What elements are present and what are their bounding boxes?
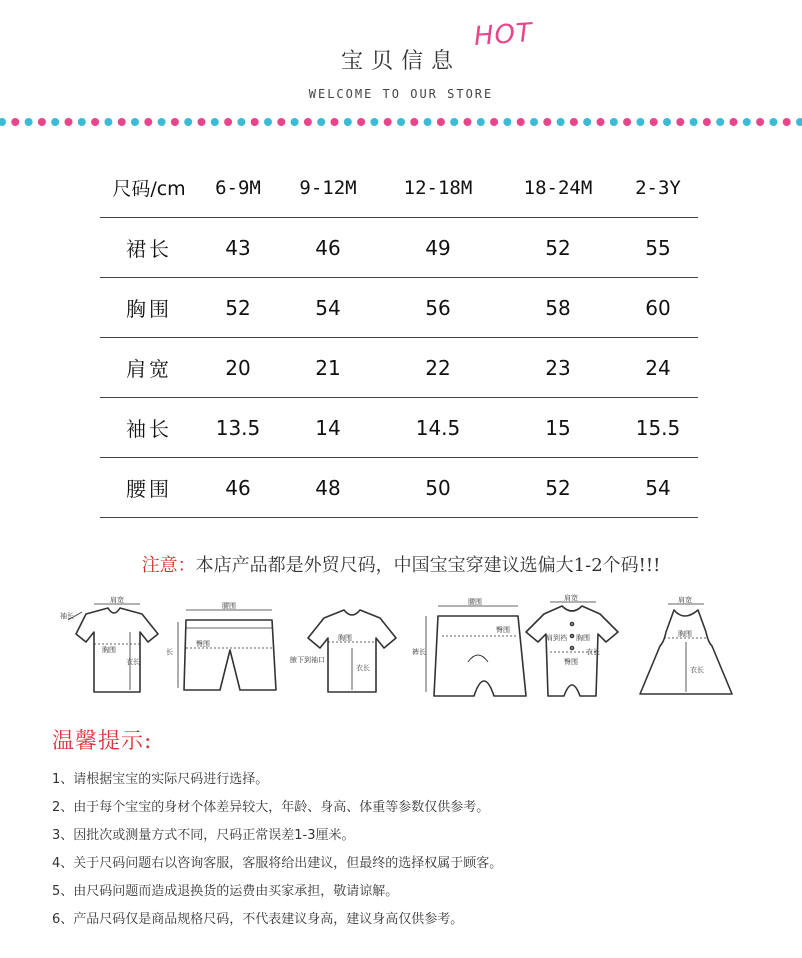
divider-dot [450, 118, 458, 126]
size-column-header: 18-24M [498, 158, 618, 218]
romper-label-hip: 臀围 [564, 658, 578, 666]
size-column-header: 12-18M [378, 158, 498, 218]
tshirt-label-length: 衣长 [126, 658, 140, 666]
divider-dot [716, 118, 724, 126]
measurement-value: 52 [198, 278, 278, 338]
tip-item: 6、产品尺码仅是商品规格尺码，不代表建议身高，建议身高仅供参考。 [52, 912, 464, 927]
divider-dot [357, 118, 365, 126]
divider-dot [663, 118, 671, 126]
divider-dot [91, 118, 99, 126]
divider-dot [370, 118, 378, 126]
raglan-diagram [308, 610, 396, 692]
divider-dot [623, 118, 631, 126]
divider-dot [144, 118, 152, 126]
measurement-label: 胸围 [100, 278, 198, 338]
measurement-value: 52 [498, 218, 618, 278]
measurement-value: 14.5 [378, 398, 498, 458]
pants-label-hip: 臀围 [496, 626, 510, 634]
romper-label-chest: 胸围 [576, 634, 590, 642]
tip-item: 1、请根据宝宝的实际尺码进行选择。 [52, 772, 269, 787]
table-row [100, 218, 698, 278]
shorts-diagram [178, 610, 276, 690]
romper-label-length: 衣长 [586, 648, 600, 656]
tip-item: 5、由尺码问题而造成退换货的运费由买家承担，敬请谅解。 [52, 884, 399, 899]
romper-label-shoulder-crotch: 肩到裆 [546, 634, 567, 642]
measurement-value: 46 [278, 218, 378, 278]
divider-dot [65, 118, 73, 126]
size-table [100, 158, 698, 518]
dress-label-chest: 胸围 [678, 630, 692, 638]
tips-title: 温馨提示: [52, 729, 153, 754]
divider-dot [25, 118, 33, 126]
divider-dot [317, 118, 325, 126]
raglan-label-underarm: 腋下到袖口 [290, 656, 325, 664]
tshirt-label-shoulder: 肩宽 [110, 596, 124, 604]
romper-label-shoulder: 肩宽 [564, 594, 578, 602]
measurement-value: 52 [498, 458, 618, 518]
divider-dot [676, 118, 684, 126]
divider-dot [703, 118, 711, 126]
measurement-value: 21 [278, 338, 378, 398]
notice-text: 本店产品都是外贸尺码，中国宝宝穿建议选偏大1-2个码!!! [195, 555, 661, 576]
divider-dot [198, 118, 206, 126]
divider-dot [437, 118, 445, 126]
divider-dot [237, 118, 245, 126]
divider-dot [490, 118, 498, 126]
divider-dot [264, 118, 272, 126]
divider-dot [251, 118, 259, 126]
divider-dot [517, 118, 525, 126]
measurement-value: 14 [278, 398, 378, 458]
divider-dot [397, 118, 405, 126]
hot-badge: HOT [473, 17, 534, 53]
measurement-label: 肩宽 [100, 338, 198, 398]
measurement-diagrams [56, 592, 756, 707]
romper-diagram [526, 602, 618, 696]
measurement-value: 49 [378, 218, 498, 278]
divider-dot [184, 118, 192, 126]
tshirt-label-sleeve: 袖长 [60, 612, 74, 620]
divider-dot [769, 118, 777, 126]
divider-dot [51, 118, 59, 126]
size-corner-cell: 尺码/cm [100, 158, 198, 218]
divider-dot [291, 118, 299, 126]
divider-dot [730, 118, 738, 126]
divider-dot [104, 118, 112, 126]
page-title: 宝贝信息 [340, 49, 461, 74]
divider-dot [131, 118, 139, 126]
measurement-value: 55 [618, 218, 698, 278]
measurement-value: 50 [378, 458, 498, 518]
divider-dot [464, 118, 472, 126]
measurement-value: 23 [498, 338, 618, 398]
measurement-value: 24 [618, 338, 698, 398]
measurement-value: 54 [618, 458, 698, 518]
shorts-label-length: 长 [166, 648, 173, 656]
pants-diagram [426, 606, 526, 696]
table-row [100, 458, 698, 518]
measurement-value: 46 [198, 458, 278, 518]
measurement-label: 裙长 [100, 218, 198, 278]
size-column-header: 9-12M [278, 158, 378, 218]
measurement-value: 43 [198, 218, 278, 278]
shorts-label-hip: 臀围 [196, 640, 210, 648]
divider-dot [224, 118, 232, 126]
divider-dot [171, 118, 179, 126]
measurement-value: 58 [498, 278, 618, 338]
divider-dot [636, 118, 644, 126]
divider-dot [331, 118, 339, 126]
divider-dot [583, 118, 591, 126]
divider-dot [530, 118, 538, 126]
measurement-value: 15 [498, 398, 618, 458]
divider-dot [78, 118, 86, 126]
dress-label-length: 衣长 [690, 666, 704, 674]
notice-label: 注意： [141, 555, 196, 576]
table-row [100, 278, 698, 338]
divider-dot [756, 118, 764, 126]
measurement-value: 13.5 [198, 398, 278, 458]
divider-dot [650, 118, 658, 126]
measurement-value: 56 [378, 278, 498, 338]
measurement-value: 54 [278, 278, 378, 338]
raglan-label-length: 衣长 [356, 664, 370, 672]
tips-list [52, 766, 502, 934]
size-header-row [100, 158, 698, 218]
divider-dot [690, 118, 698, 126]
divider-dot [158, 118, 166, 126]
measurement-value: 22 [378, 338, 498, 398]
size-column-header: 2-3Y [618, 158, 698, 218]
divider-dot [277, 118, 285, 126]
measurement-value: 15.5 [618, 398, 698, 458]
divider-dot [570, 118, 578, 126]
pants-label-length: 裤长 [412, 648, 426, 656]
divider-dot [796, 118, 802, 126]
divider-dot [38, 118, 46, 126]
divider-dot [543, 118, 551, 126]
dotted-divider [0, 116, 802, 128]
divider-dot [304, 118, 312, 126]
measurement-value: 48 [278, 458, 378, 518]
divider-dot [344, 118, 352, 126]
welcome-subtitle: WELCOME TO OUR STORE [308, 87, 494, 101]
pants-label-waist: 腰围 [468, 598, 482, 606]
measurement-label: 腰围 [100, 458, 198, 518]
tshirt-label-chest: 胸围 [102, 646, 116, 654]
divider-dot [211, 118, 219, 126]
divider-dot [384, 118, 392, 126]
divider-dot [783, 118, 791, 126]
raglan-label-chest: 胸围 [338, 634, 352, 642]
divider-dot [477, 118, 485, 126]
divider-dot [118, 118, 126, 126]
divider-dot [610, 118, 618, 126]
table-row [100, 338, 698, 398]
header [0, 0, 802, 110]
notice [0, 551, 802, 577]
divider-dot [11, 118, 19, 126]
measurement-value: 60 [618, 278, 698, 338]
measurement-label: 袖长 [100, 398, 198, 458]
divider-dot [410, 118, 418, 126]
size-column-header: 6-9M [198, 158, 278, 218]
divider-dot [424, 118, 432, 126]
divider-dot [557, 118, 565, 126]
tip-item: 2、由于每个宝宝的身材个体差异较大，年龄、身高、体重等参数仅供参考。 [52, 800, 490, 815]
dress-diagram [640, 604, 732, 694]
measurement-value: 20 [198, 338, 278, 398]
dress-label-shoulder: 肩宽 [678, 596, 692, 604]
divider-dot [0, 118, 6, 126]
table-row [100, 398, 698, 458]
divider-dot [597, 118, 605, 126]
tip-item: 4、关于尺码问题右以咨询客服，客服将给出建议，但最终的选择权属于顾客。 [52, 856, 503, 871]
divider-dot [743, 118, 751, 126]
shorts-label-waist: 腰围 [222, 602, 236, 610]
divider-dot [503, 118, 511, 126]
tip-item: 3、因批次或测量方式不同，尺码正常误差1-3厘米。 [52, 828, 355, 843]
